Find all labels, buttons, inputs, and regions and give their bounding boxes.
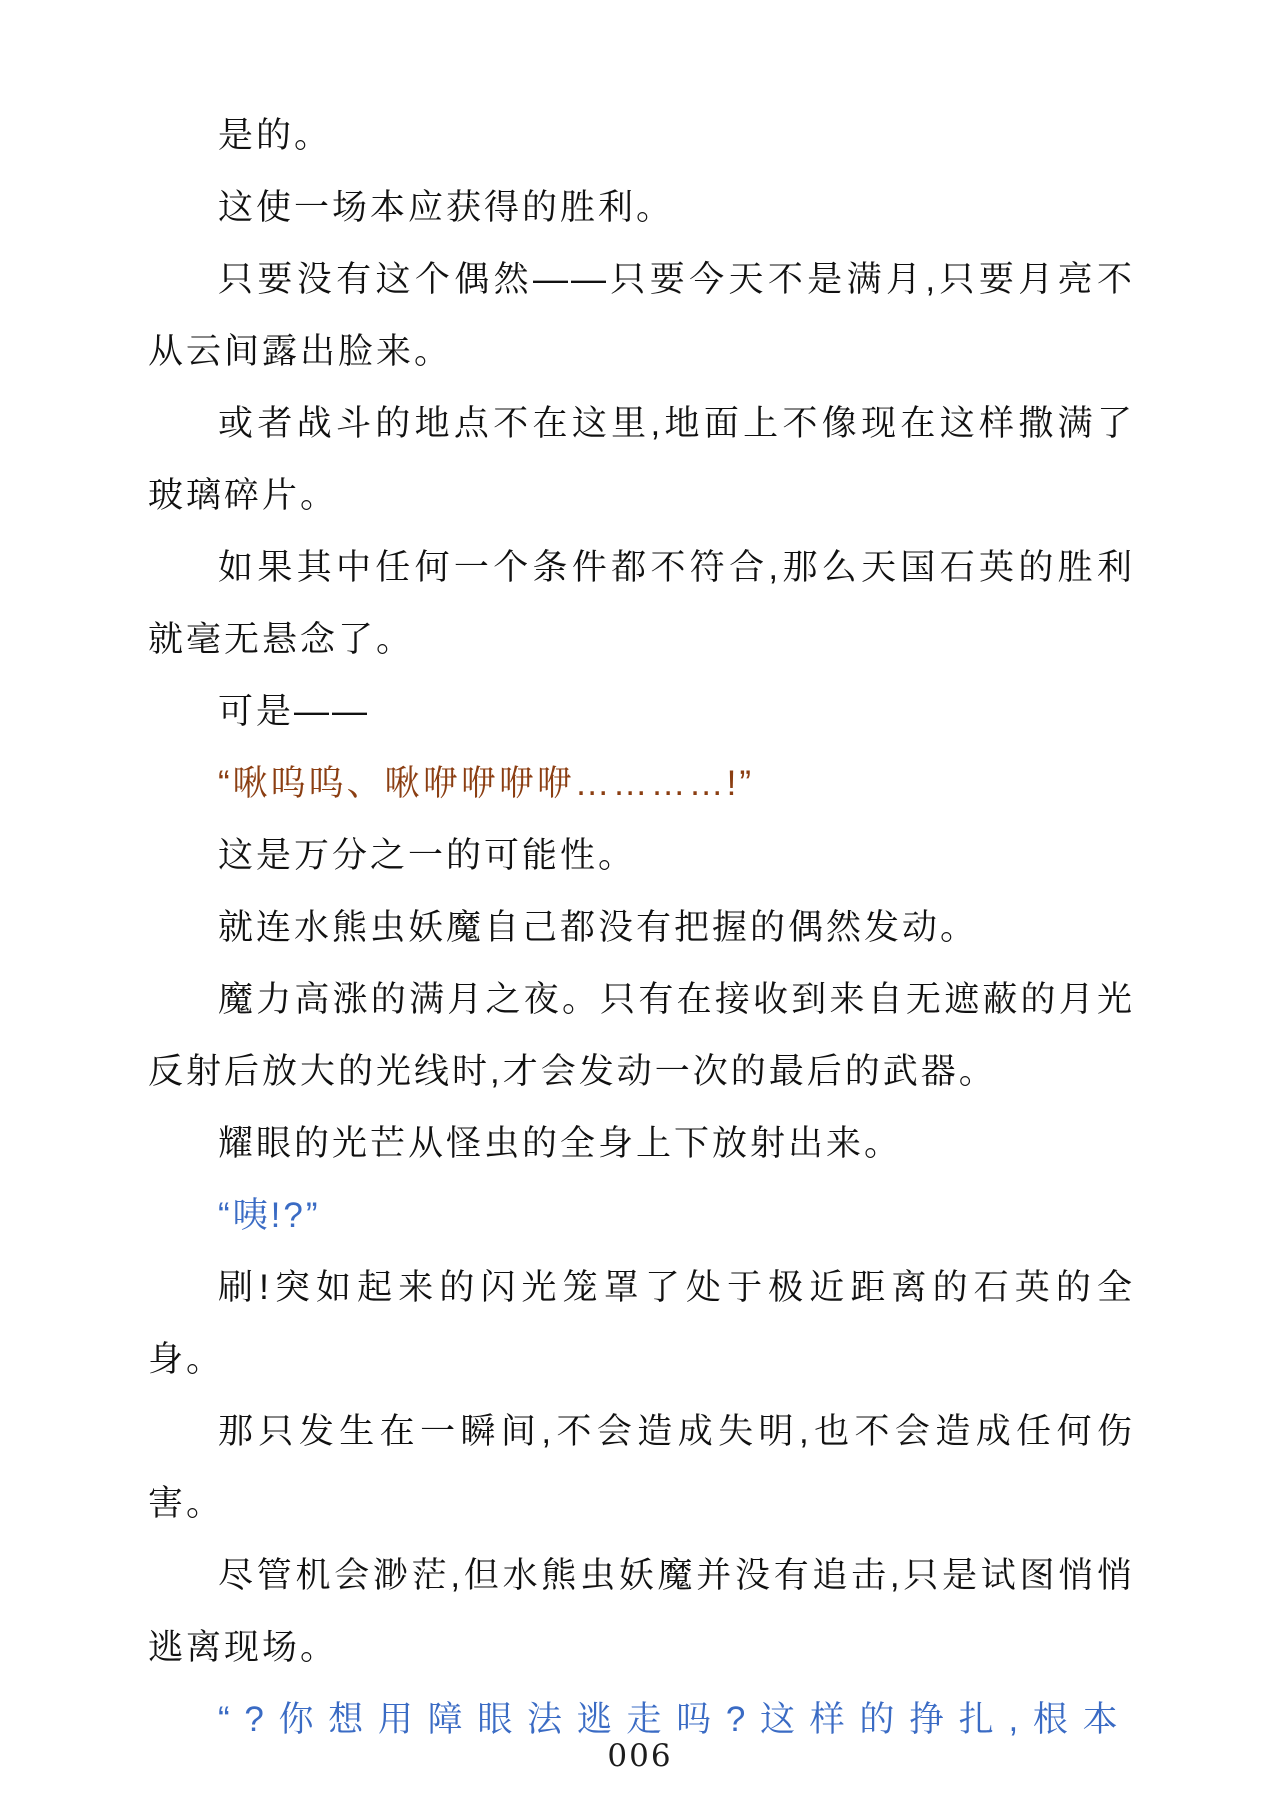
paragraph: 这是万分之一的可能性。 [218,836,637,875]
paragraph: 就连水熊虫妖魔自己都没有把握的偶然发动。 [218,908,979,947]
paragraph: 是的。 [218,116,333,155]
paragraph: “?你想用障眼法逃走吗?这样的挣扎,根本 [218,1700,1133,1739]
paragraph: “咦!?” [218,1196,321,1235]
paragraph: 那只发生在一瞬间,不会造成失明,也不会造成任何伤害。 [148,1412,1135,1523]
paragraph: 刷!突如起来的闪光笼罩了处于极近距离的石英的全身。 [148,1268,1135,1379]
text-content [148,100,1135,1756]
paragraph: “啾呜呜、啾咿咿咿咿…………!” [218,764,755,803]
paragraph: 只要没有这个偶然——只要今天不是满月,只要月亮不从云间露出脸来。 [148,260,1135,371]
paragraph: 耀眼的光芒从怪虫的全身上下放射出来。 [218,1124,903,1163]
paragraph: 这使一场本应获得的胜利。 [218,188,675,227]
paragraph: 魔力高涨的满月之夜。只有在接收到来自无遮蔽的月光反射后放大的光线时,才会发动一次的最后的武器。 [148,980,1135,1091]
paragraph: 尽管机会渺茫,但水熊虫妖魔并没有追击,只是试图悄悄逃离现场。 [148,1556,1135,1667]
page-number: 006 [607,1738,673,1774]
paragraph: 如果其中任何一个条件都不符合,那么天国石英的胜利就毫无悬念了。 [148,548,1135,659]
paragraph: 或者战斗的地点不在这里,地面上不像现在这样撒满了玻璃碎片。 [148,404,1135,515]
paragraph: 可是—— [218,692,371,731]
